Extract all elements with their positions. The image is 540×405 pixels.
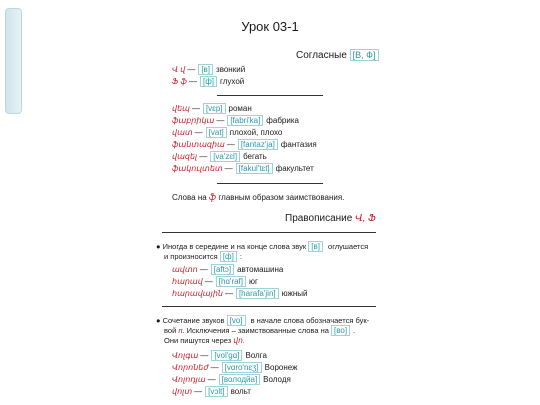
- consonant-pair: Ֆ ֆ — [ф] глухой: [172, 77, 245, 86]
- borrowing-note: [172, 192, 344, 203]
- rule-letter: վո.: [233, 336, 245, 345]
- word-row: Վոլգա — [vol'gɑ] Волга: [172, 351, 267, 360]
- word-row: հարավ — [hɑ'raf] юг: [172, 277, 258, 286]
- word-russian: Воронеж: [264, 363, 298, 372]
- word-ipa: [vɔlt]: [205, 386, 227, 397]
- word-armenian: վազել: [172, 152, 198, 161]
- rule-devoicing: ● Иногда в середине и на конце слова звук [в] оглушается и произносится [ф] :: [156, 242, 369, 261]
- word-armenian: վատ: [172, 128, 193, 137]
- consonant-desc: глухой: [220, 77, 245, 86]
- word-ipa: [володйа]: [219, 374, 261, 385]
- rule-colon: :: [239, 252, 242, 261]
- word-row: Վորոնեժ — [vɑro'nɛʒ] Воронеж: [172, 363, 298, 372]
- word-ipa: [vat]: [206, 127, 227, 138]
- spelling-heading-text: Правописание: [285, 213, 353, 224]
- word-armenian: ավտո: [172, 265, 198, 274]
- consonant-letters: Ֆ ֆ: [172, 77, 187, 86]
- rule-text: оглушается: [328, 242, 369, 251]
- word-russian: роман: [228, 104, 252, 113]
- word-row: ֆաբրիկա — [fabri'ka] фабрика: [172, 116, 299, 125]
- rule-text: и произносится: [164, 252, 218, 261]
- consonants-heading: [296, 50, 382, 61]
- rule-text: Они пишутся через: [164, 336, 232, 345]
- divider: [217, 95, 323, 96]
- rule-text: .: [353, 326, 356, 335]
- word-ipa: [fabri'ka]: [227, 115, 263, 126]
- divider: [162, 306, 376, 307]
- word-armenian: Վոլոդյա: [172, 375, 206, 384]
- word-row: ֆանտազիա — [fantaz'ja] фантазия: [172, 140, 317, 149]
- rule-vo-combination: ● Сочетание звуков [vo] в начале слова обозначается бук- вой п. Исключения – заимствованные слова на [во] . Они пишутся через վո.: [156, 316, 370, 345]
- word-russian: вольт: [230, 387, 251, 396]
- word-armenian: Վորոնեժ: [172, 363, 209, 372]
- word-armenian: վոլտ: [172, 387, 193, 396]
- consonant-letters: Վ վ: [172, 65, 186, 74]
- word-ipa: [fakul'tɛt]: [236, 163, 273, 174]
- word-russian: южный: [281, 289, 308, 298]
- word-ipa: [vol'gɑ]: [211, 350, 242, 361]
- word-ipa: [fantaz'ja]: [238, 139, 278, 150]
- word-armenian: վեպ: [172, 104, 190, 113]
- word-armenian: հարավ: [172, 277, 203, 286]
- word-armenian: հարավային: [172, 289, 223, 298]
- word-russian: бегать: [243, 152, 267, 161]
- word-row: հարավային — [harafa'jin] южный: [172, 289, 308, 298]
- word-armenian: ֆանտազիա: [172, 140, 225, 149]
- rule-ipa: [во]: [331, 325, 350, 336]
- word-ipa: [aftɔ]: [211, 264, 234, 275]
- note-text: главным образом заимствования.: [218, 193, 345, 202]
- note-text: Слова на: [172, 193, 207, 202]
- consonants-heading-text: Согласные: [296, 50, 347, 61]
- word-armenian: Վոլգա: [172, 351, 199, 360]
- consonant-ipa: [ф]: [200, 76, 217, 87]
- consonant-pair: Վ վ — [в] звонкий: [172, 65, 246, 74]
- word-russian: юг: [249, 277, 258, 286]
- rule-text: вой: [164, 326, 177, 335]
- word-russian: фабрика: [266, 116, 299, 125]
- divider: [217, 183, 323, 184]
- rule-text: . Исключения – заимствованные слова на: [182, 326, 329, 335]
- rule-text: Иногда в середине и на конце слова звук: [162, 242, 307, 251]
- spelling-heading: [285, 213, 376, 224]
- word-ipa: [va'zɛl]: [210, 151, 240, 162]
- word-row: ֆակուլտետ — [fakul'tɛt] факультет: [172, 164, 314, 173]
- consonants-heading-ipa: [В, Ф]: [350, 49, 379, 61]
- word-row: ավտո — [aftɔ] автомашина: [172, 265, 284, 274]
- word-row: վեպ — [vɛp] роман: [172, 104, 252, 113]
- word-ipa: [hɑ'raf]: [216, 276, 246, 287]
- spelling-heading-letters: Վ, Ֆ: [355, 213, 377, 224]
- word-row: վատ — [vat] плохой, плохо: [172, 128, 283, 137]
- consonant-desc: звонкий: [216, 65, 246, 74]
- word-russian: фантазия: [280, 140, 317, 149]
- rule-text: в начале слова обозначается бук-: [250, 316, 370, 325]
- word-row: վոլտ — [vɔlt] вольт: [172, 387, 251, 396]
- rule-ipa: [vo]: [227, 315, 246, 326]
- word-row: վազել — [va'zɛl] бегать: [172, 152, 267, 161]
- word-armenian: ֆաբրիկա: [172, 116, 215, 125]
- rule-ipa: [ф]: [220, 251, 237, 262]
- word-russian: плохой, плохо: [229, 128, 283, 137]
- word-ipa: [vɛp]: [203, 103, 226, 114]
- word-armenian: ֆակուլտետ: [172, 164, 223, 173]
- note-letter: ֆ: [208, 192, 217, 202]
- word-row: Վոլոդյա — [володйа] Володя: [172, 375, 291, 384]
- rule-letter: п: [178, 326, 183, 335]
- rule-ipa: [в]: [308, 241, 323, 252]
- divider: [162, 232, 376, 233]
- word-ipa: [vɑro'nɛʒ]: [222, 362, 262, 373]
- word-russian: автомашина: [237, 265, 284, 274]
- rule-text: Сочетание звуков: [162, 316, 225, 325]
- word-russian: Волга: [245, 351, 267, 360]
- word-russian: Володя: [263, 375, 291, 384]
- page-title: Урок 03-1: [241, 19, 299, 34]
- word-ipa: [harafa'jin]: [236, 288, 279, 299]
- word-russian: факультет: [275, 164, 314, 173]
- consonant-ipa: [в]: [198, 64, 213, 75]
